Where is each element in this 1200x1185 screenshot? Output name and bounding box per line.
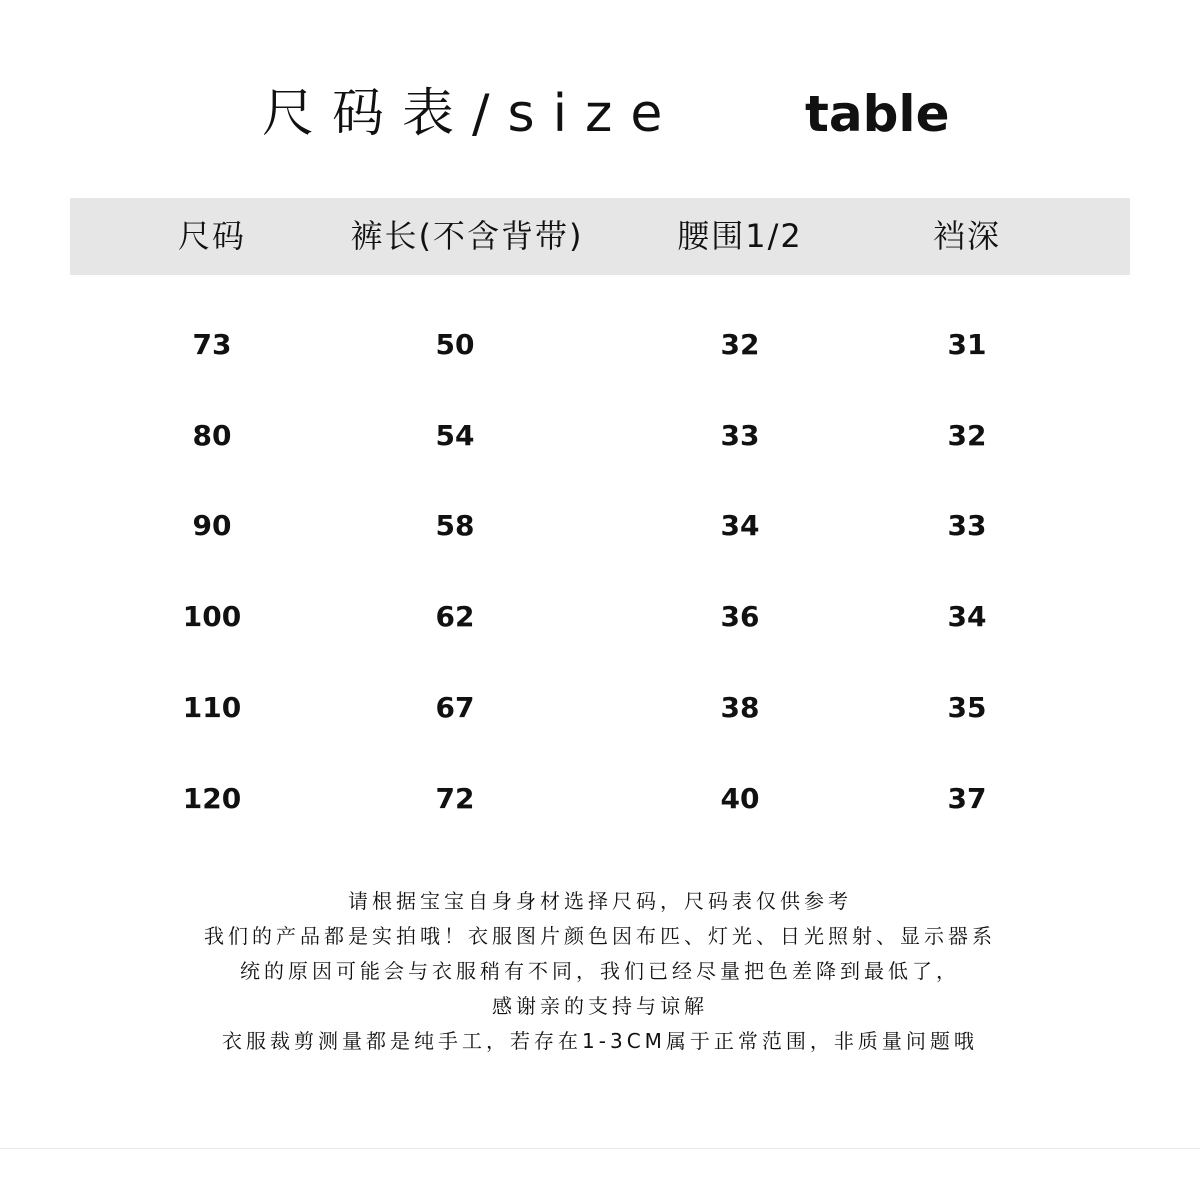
table-row <box>0 592 1200 642</box>
cell-half-waist: 34 <box>720 509 760 542</box>
title-chinese: 尺码表/size <box>262 84 681 144</box>
cell-pants-length: 54 <box>435 419 475 452</box>
cell-rise: 31 <box>947 328 987 361</box>
title-english: table <box>805 85 950 143</box>
cell-half-waist: 36 <box>720 600 760 633</box>
cell-size: 120 <box>182 782 242 815</box>
cell-pants-length: 62 <box>435 600 475 633</box>
size-notes <box>0 884 1200 1059</box>
table-row <box>0 774 1200 824</box>
note-line: 衣服裁剪测量都是纯手工，若存在1-3CM属于正常范围，非质量问题哦 <box>222 1029 978 1053</box>
cell-pants-length: 72 <box>435 782 475 815</box>
cell-pants-length: 67 <box>435 691 475 724</box>
table-row <box>0 501 1200 551</box>
cell-size: 73 <box>192 328 232 361</box>
cell-half-waist: 32 <box>720 328 760 361</box>
note-line: 统的原因可能会与衣服稍有不同，我们已经尽量把色差降到最低了， <box>240 959 960 983</box>
note-line: 感谢亲的支持与谅解 <box>492 994 708 1018</box>
table-row <box>0 320 1200 370</box>
size-chart-title <box>0 78 1200 150</box>
cell-size: 100 <box>182 600 242 633</box>
cell-pants-length: 58 <box>435 509 475 542</box>
cell-half-waist: 38 <box>720 691 760 724</box>
header-pants-length: 裤长(不含背带) <box>350 217 584 255</box>
note-line: 请根据宝宝自身身材选择尺码，尺码表仅供参考 <box>348 889 852 913</box>
cell-size: 80 <box>192 419 232 452</box>
table-row <box>0 411 1200 461</box>
cell-rise: 33 <box>947 509 987 542</box>
table-row <box>0 683 1200 733</box>
cell-rise: 32 <box>947 419 987 452</box>
header-half-waist: 腰围1/2 <box>677 217 803 255</box>
cell-pants-length: 50 <box>435 328 475 361</box>
header-size: 尺码 <box>177 217 247 255</box>
header-rise: 裆深 <box>932 217 1002 255</box>
note-line: 我们的产品都是实拍哦！衣服图片颜色因布匹、灯光、日光照射、显示器系 <box>204 924 996 948</box>
bottom-divider <box>0 1148 1200 1149</box>
cell-half-waist: 33 <box>720 419 760 452</box>
cell-rise: 35 <box>947 691 987 724</box>
cell-size: 90 <box>192 509 232 542</box>
table-header <box>70 198 1130 275</box>
cell-rise: 34 <box>947 600 987 633</box>
cell-rise: 37 <box>947 782 987 815</box>
cell-half-waist: 40 <box>720 782 760 815</box>
cell-size: 110 <box>182 691 242 724</box>
